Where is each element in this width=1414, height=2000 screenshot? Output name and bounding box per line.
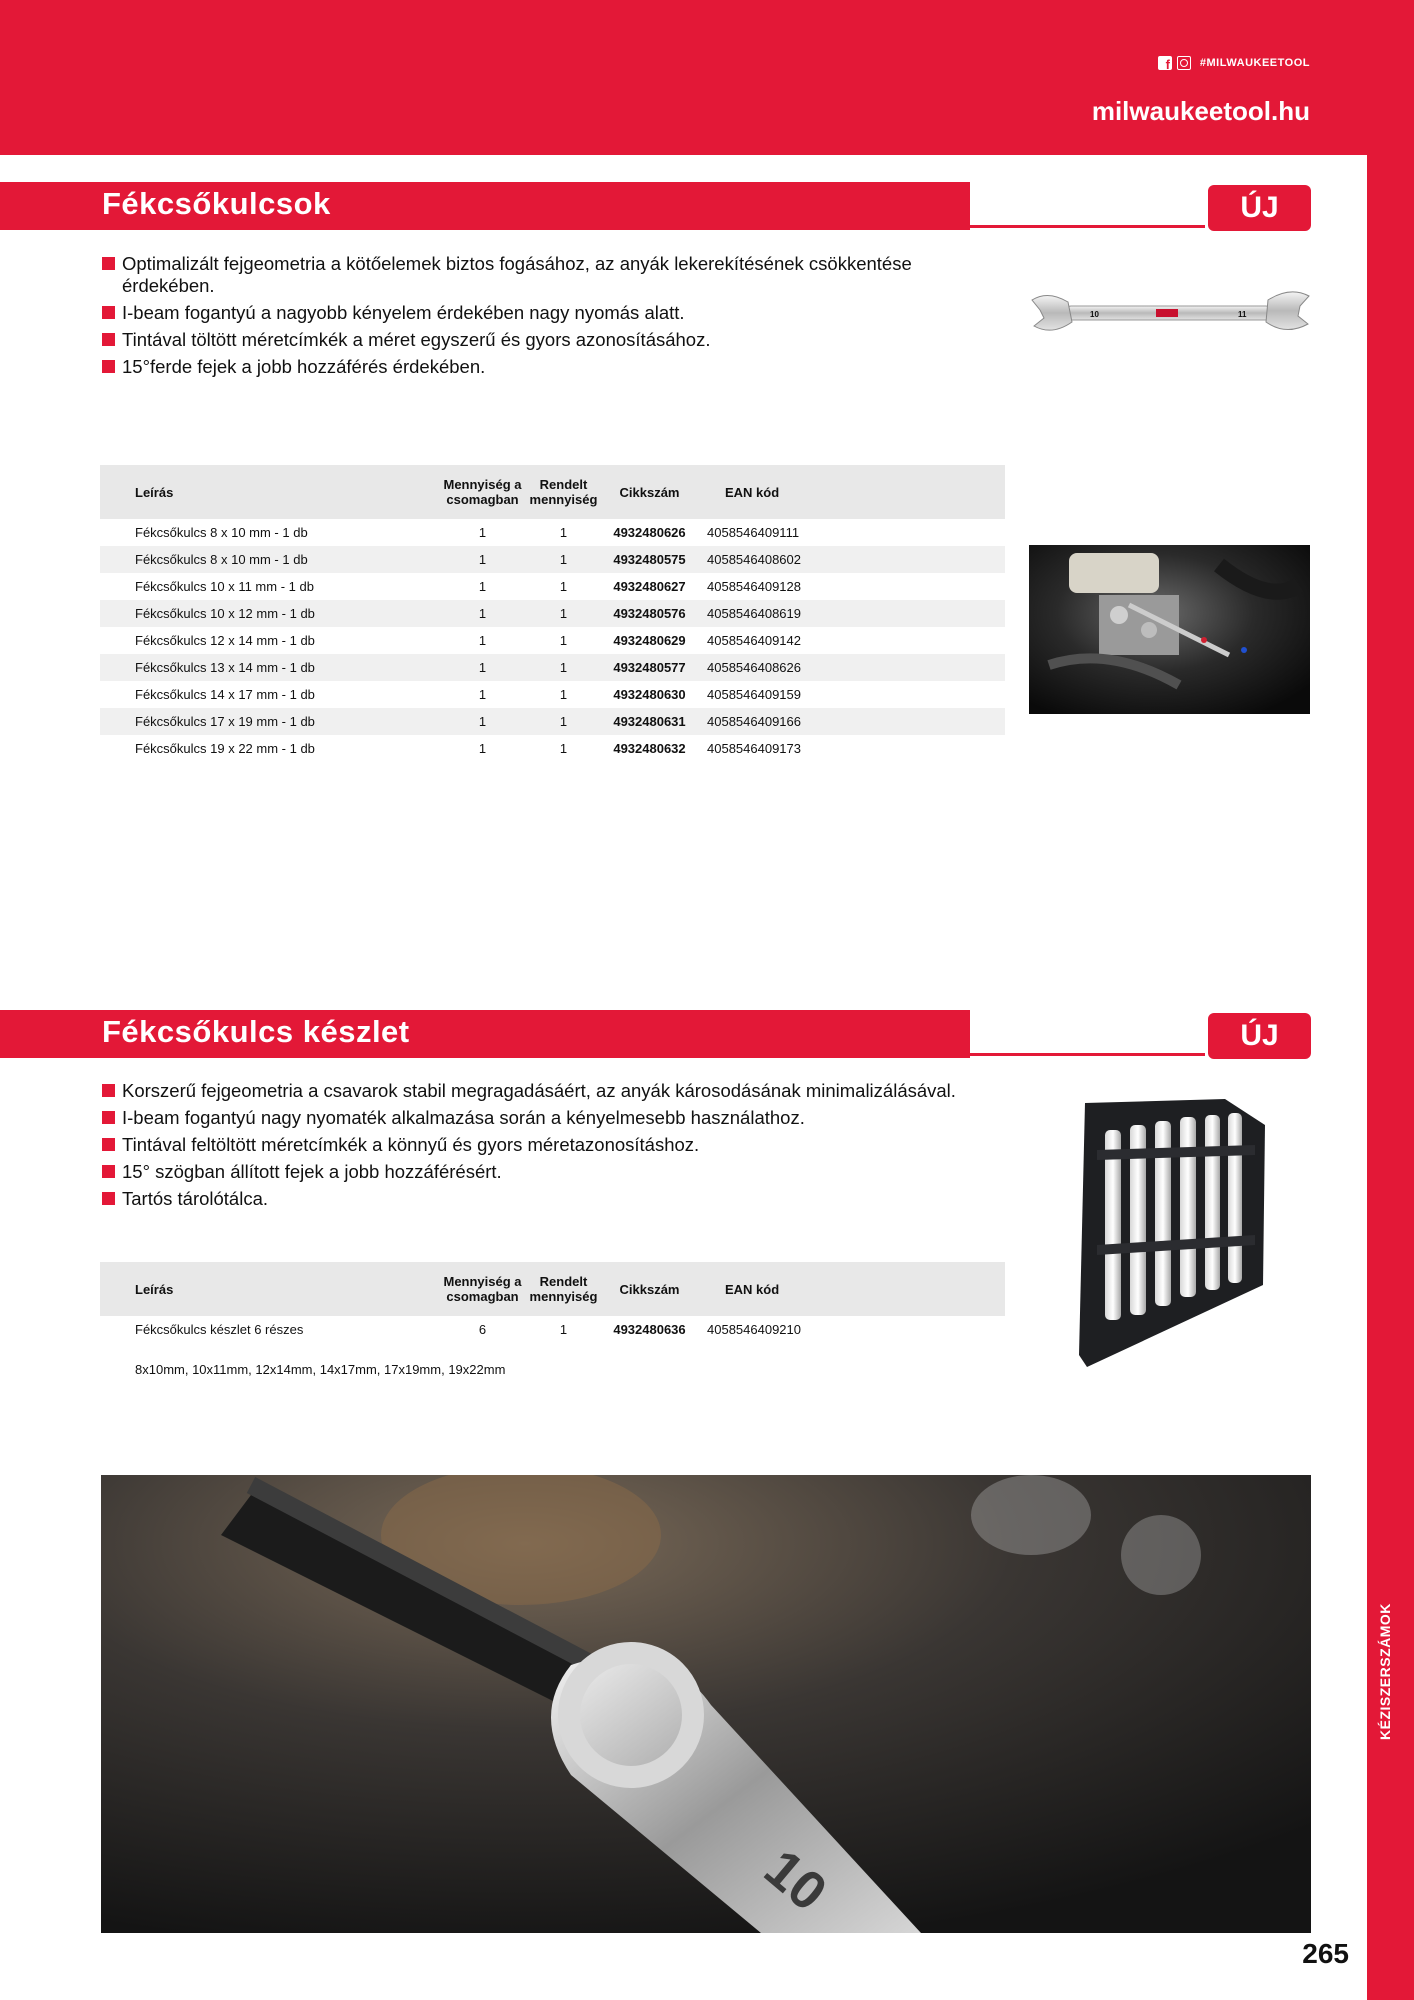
row-description: Fékcsőkulcs 19 x 22 mm - 1 db [135,741,315,756]
row-ordered: 1 [559,1322,568,1337]
row-qty: 1 [478,741,487,756]
row-article: 4932480577 [602,654,697,681]
table-row [100,519,1005,546]
included-sizes-note: 8x10mm, 10x11mm, 12x14mm, 14x17mm, 17x19mm, 19x22mm [135,1362,506,1377]
section1-header [0,182,970,230]
section2-title: Fékcsőkulcs készlet [102,1014,410,1049]
row-ean: 4058546409166 [697,708,1005,735]
wrench-product-image [1028,282,1313,344]
table-header-row [100,1262,1005,1316]
row-ean: 4058546408619 [697,600,1005,627]
header-bar [0,0,1414,155]
row-qty: 1 [478,633,487,648]
row-ordered: 1 [525,546,602,573]
row-ean: 4058546409173 [707,741,801,756]
hashtag: #MILWAUKEETOOL [1199,57,1310,69]
section1-rule [970,225,1205,228]
table-header-row [100,465,1005,519]
table-row [100,654,1005,681]
row-ean: 4058546409128 [707,579,801,594]
col-qty-pack: Mennyiség a csomagban [440,465,525,519]
wrench-size-right: 11 [1238,310,1247,319]
row-ordered: 1 [559,579,568,594]
row-description: Fékcsőkulcs 14 x 17 mm - 1 db [135,687,315,702]
feature-item: I-beam fogantyú a nagyobb kényelem érdekében nagy nyomás alatt. [102,302,962,324]
col-description: Leírás [100,1262,440,1316]
row-ordered: 1 [525,654,602,681]
col-description: Leírás [100,465,440,519]
section2-spec-table [100,1262,1005,1343]
row-description: Fékcsőkulcs 8 x 10 mm - 1 db [100,546,440,573]
instagram-icon[interactable] [1177,56,1191,70]
wrench-size-left: 10 [1090,310,1099,319]
feature-item: 15° szögban állított fejek a jobb hozzáférésért. [102,1161,962,1183]
table-row [100,600,1005,627]
row-description: Fékcsőkulcs 13 x 14 mm - 1 db [100,654,440,681]
social-links [1158,56,1310,70]
row-ordered: 1 [525,600,602,627]
row-article: 4932480576 [602,600,697,627]
row-ordered: 1 [559,687,568,702]
section2-features [102,1080,962,1215]
row-article: 4932480630 [613,687,686,702]
col-ean: EAN kód [697,465,1005,519]
section2-rule [970,1053,1205,1056]
row-ean: 4058546409111 [707,525,800,540]
row-ordered: 1 [559,633,568,648]
row-article: 4932480636 [613,1322,686,1337]
wrench-set-tray-image [1075,1095,1270,1370]
row-qty: 1 [440,654,525,681]
row-description: Fékcsőkulcs készlet 6 részes [135,1322,304,1337]
row-qty: 6 [478,1322,487,1337]
section1-features [102,253,962,383]
row-ordered: 1 [559,525,568,540]
feature-item: 15°ferde fejek a jobb hozzáférés érdekében. [102,356,962,378]
table-row [100,573,1005,600]
new-badge: ÚJ [1208,185,1311,231]
row-qty: 1 [440,546,525,573]
facebook-icon[interactable] [1158,56,1172,70]
feature-item: Tintával feltöltött méretcímkék a könnyű és gyors méretazonosításhoz. [102,1134,962,1156]
row-qty: 1 [440,600,525,627]
feature-item: Optimalizált fejgeometria a kötőelemek biztos fogásához, az anyák lekerekítésének csökkentése érdekében. [102,253,962,297]
col-ordered: Rendelt mennyiség [525,465,602,519]
row-qty: 1 [478,579,487,594]
feature-item: Korszerű fejgeometria a csavarok stabil megragadásáért, az anyák károsodásának minimalizálásával. [102,1080,962,1102]
row-article: 4932480632 [613,741,686,756]
section1-title: Fékcsőkulcsok [102,186,331,221]
row-article: 4932480575 [602,546,697,573]
row-description: Fékcsőkulcs 10 x 12 mm - 1 db [100,600,440,627]
row-ean: 4058546409210 [707,1322,801,1337]
engine-bay-photo [1029,545,1310,714]
table-row [100,681,1005,708]
row-article: 4932480631 [602,708,697,735]
table-row [100,708,1005,735]
page-number: 265 [1302,1938,1349,1969]
row-article: 4932480629 [613,633,686,648]
row-qty: 1 [440,708,525,735]
col-article: Cikkszám [602,1262,697,1316]
website-url[interactable]: milwaukeetool.hu [1091,96,1310,126]
section1-spec-table [100,465,1005,762]
feature-item: Tintával töltött méretcímkék a méret egyszerű és gyors azonosításához. [102,329,962,351]
row-description: Fékcsőkulcs 12 x 14 mm - 1 db [135,633,315,648]
row-ean: 4058546409142 [707,633,801,648]
row-ean: 4058546409159 [707,687,801,702]
row-description: Fékcsőkulcs 10 x 11 mm - 1 db [135,579,314,594]
col-ean: EAN kód [697,1262,1005,1316]
hero-wrench-marking: 10 [753,1838,838,1923]
row-article: 4932480627 [613,579,686,594]
table-row [100,735,1005,762]
table-row [100,546,1005,573]
col-ordered: Rendelt mennyiség [525,1262,602,1316]
col-article: Cikkszám [602,465,697,519]
row-ordered: 1 [559,741,568,756]
section2-header [0,1010,970,1058]
row-qty: 1 [478,525,487,540]
row-ordered: 1 [525,708,602,735]
feature-item: I-beam fogantyú nagy nyomaték alkalmazása során a kényelmesebb használathoz. [102,1107,962,1129]
col-qty-pack: Mennyiség a csomagban [440,1262,525,1316]
side-tab-label: KÉZISZERSZÁMOK [1377,1603,1393,1740]
feature-item: Tartós tárolótálca. [102,1188,962,1210]
row-qty: 1 [478,687,487,702]
row-article: 4932480626 [613,525,686,540]
row-description: Fékcsőkulcs 17 x 19 mm - 1 db [100,708,440,735]
table-row [100,627,1005,654]
table-row [100,1316,1005,1343]
row-description: Fékcsőkulcs 8 x 10 mm - 1 db [135,525,308,540]
new-badge: ÚJ [1208,1013,1311,1059]
row-ean: 4058546408602 [697,546,1005,573]
hero-wrench-photo [101,1475,1311,1933]
row-ean: 4058546408626 [697,654,1005,681]
